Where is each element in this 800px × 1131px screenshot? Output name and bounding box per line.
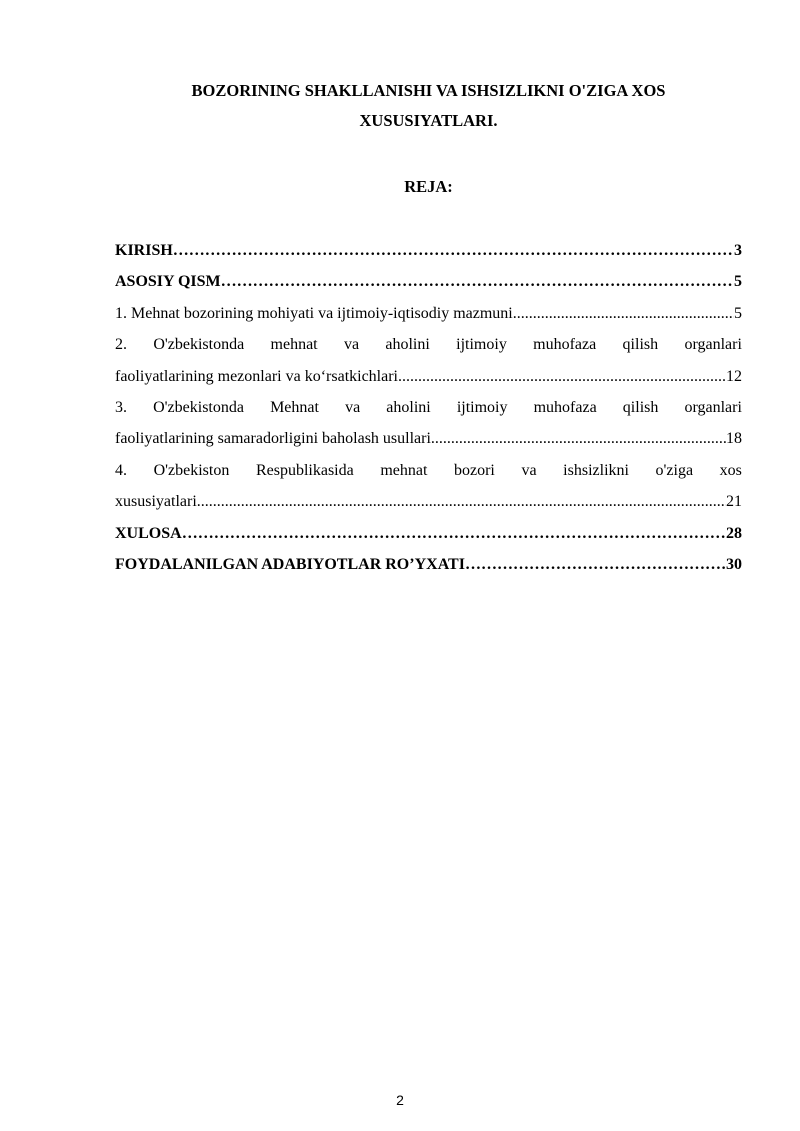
toc-entry-label: xususiyatlari — [115, 493, 197, 511]
toc-entry-label: FOYDALANILGAN ADABIYOTLAR RO’YXATI — [115, 556, 465, 574]
toc-entry-page: 5 — [734, 273, 742, 291]
word: 4. — [115, 461, 127, 479]
plan-heading: REJA: — [404, 177, 453, 196]
toc-entry-label: ASOSIY QISM — [115, 273, 221, 291]
document-title — [115, 76, 742, 136]
toc-entry-label: KIRISH — [115, 242, 173, 259]
table-of-contents — [115, 235, 742, 580]
word: ijtimoiy — [456, 399, 508, 417]
word: Mehnat — [270, 399, 319, 417]
word: muhofaza — [533, 399, 597, 417]
toc-entry-label: 1. Mehnat bozorining mohiyati va ijtimoiy-iqtisodiy mazmuni — [115, 304, 513, 322]
toc-entry-page: 5 — [734, 304, 742, 322]
word: ishsizlikni — [563, 461, 629, 479]
word: 3. — [115, 399, 127, 417]
word: O'zbekistonda — [153, 399, 244, 417]
word: qilish — [622, 336, 659, 354]
word: mehnat — [380, 461, 428, 479]
toc-entry-xulosa[interactable] — [115, 518, 742, 549]
word: aholini — [385, 336, 430, 354]
word: aholini — [386, 399, 431, 417]
toc-entry-page: 18 — [726, 430, 742, 448]
word: organlari — [684, 399, 742, 417]
toc-entry-page: 28 — [726, 524, 742, 542]
word: muhofaza — [533, 336, 597, 354]
title-line-2: XUSUSIYATLARI. — [359, 111, 498, 130]
toc-entry-2[interactable] — [115, 329, 742, 392]
word: va — [345, 399, 361, 417]
word: Respublikasida — [255, 461, 354, 479]
toc-entry-4[interactable] — [115, 455, 742, 518]
toc-entry-1[interactable] — [115, 298, 742, 329]
toc-entry-page: 30 — [726, 556, 742, 574]
word: o'ziga — [655, 461, 694, 479]
word: O'zbekistonda — [153, 336, 245, 354]
word: xos — [719, 461, 742, 479]
word: va — [343, 336, 360, 354]
toc-entry-line-1 — [115, 455, 742, 486]
title-line-1: BOZORINING SHAKLLANISHI VA ISHSIZLIKNI O'ZIGA XOS — [191, 81, 666, 100]
toc-entry-adabiyotlar[interactable] — [115, 549, 742, 580]
toc-entry-3[interactable] — [115, 392, 742, 455]
toc-entry-line-1 — [115, 392, 742, 423]
toc-entry-line-1 — [115, 329, 742, 360]
toc-entry-kirish[interactable] — [115, 235, 742, 266]
word: qilish — [622, 399, 659, 417]
word: 2. — [115, 336, 127, 354]
word: va — [521, 461, 537, 479]
toc-entry-label: faoliyatlarining samaradorligini baholash usullari — [115, 430, 431, 448]
toc-entry-page: 12 — [726, 367, 742, 385]
toc-entry-label: XULOSA — [115, 524, 182, 542]
word: O'zbekiston — [153, 461, 230, 479]
page-number: 2 — [396, 1092, 404, 1108]
word: bozori — [454, 461, 495, 479]
toc-entry-page: 3 — [734, 242, 742, 259]
word: ijtimoiy — [456, 336, 507, 354]
toc-entry-asosiy-qism[interactable] — [115, 266, 742, 297]
toc-entry-label: faoliyatlarining mezonlari va ko‘rsatkichlari — [115, 367, 398, 385]
toc-entry-page: 21 — [726, 493, 742, 511]
word: organlari — [684, 336, 742, 354]
word: mehnat — [270, 336, 318, 354]
